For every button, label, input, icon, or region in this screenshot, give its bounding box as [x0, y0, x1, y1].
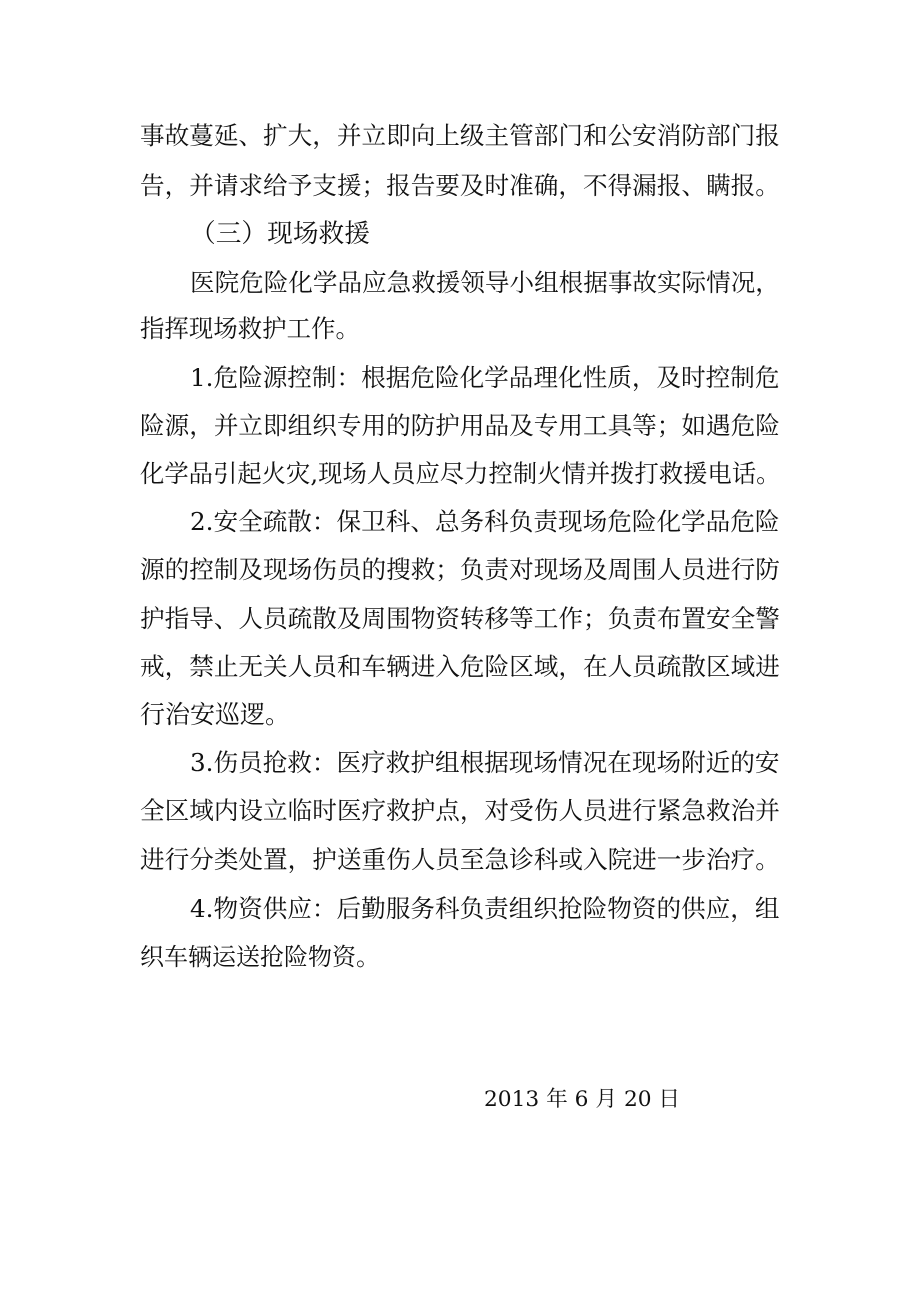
section-heading — [0, 212, 920, 256]
line-text: 3.伤员抢救：医疗救护组根据现场情况在现场附近的安 — [190, 748, 780, 777]
body-line — [0, 548, 920, 592]
line-text: 全区域内设立临时医疗救护点，对受伤人员进行紧急救治并 — [140, 796, 780, 825]
line-text: 源的控制及现场伤员的搜救；负责对现场及周围人员进行防 — [140, 555, 780, 584]
body-line — [0, 597, 920, 641]
body-line — [0, 261, 920, 305]
body-line — [0, 741, 920, 785]
line-text: 戒，禁止无关人员和车辆进入危险区域，在人员疏散区域进 — [140, 652, 780, 681]
body-line — [0, 645, 920, 689]
body-line — [0, 887, 920, 931]
line-text: 护指导、人员疏散及周围物资转移等工作；负责布置安全警 — [140, 604, 780, 633]
body-line — [0, 838, 920, 882]
body-line — [0, 500, 920, 544]
line-text: 织车辆运送抢险物资。 — [140, 943, 380, 971]
line-text: 4.物资供应：后勤服务科负责组织抢险物资的供应，组 — [190, 894, 780, 923]
line-text: 行治安巡逻。 — [140, 700, 291, 729]
body-line — [0, 164, 920, 208]
line-text: 事故蔓延、扩大，并立即向上级主管部门和公安消防部门报 — [140, 121, 780, 150]
line-text: 化学品引起火灾,现场人员应尽力控制火情并拨打救援电话。 — [140, 459, 781, 488]
body-line — [0, 404, 920, 448]
body-line — [0, 114, 920, 158]
date-text: 2013 年 6 月 20 日 — [484, 1087, 681, 1112]
line-text: 指挥现场救护工作。 — [140, 314, 360, 343]
line-text: 险源，并立即组织专用的防护用品及专用工具等；如遇危险 — [140, 411, 780, 440]
body-line — [0, 935, 920, 979]
line-text: 1.危险源控制：根据危险化学品理化性质，及时控制危 — [190, 363, 780, 392]
body-line — [0, 693, 920, 737]
body-line — [0, 789, 920, 833]
line-text: 2.安全疏散：保卫科、总务科负责现场危险化学品危险 — [190, 507, 780, 536]
line-text: 进行分类处置，护送重伤人员至急诊科或入院进一步治疗。 — [140, 845, 780, 874]
body-line — [0, 452, 920, 496]
signature-date — [0, 1078, 920, 1122]
body-line — [0, 356, 920, 400]
heading-text: （三）现场救援 — [190, 219, 370, 249]
line-text: 医院危险化学品应急救援领导小组根据事故实际情况， — [190, 268, 780, 297]
line-text: 告，并请求给予支援；报告要及时准确，不得漏报、瞒报。 — [140, 171, 780, 200]
body-line — [0, 307, 920, 351]
